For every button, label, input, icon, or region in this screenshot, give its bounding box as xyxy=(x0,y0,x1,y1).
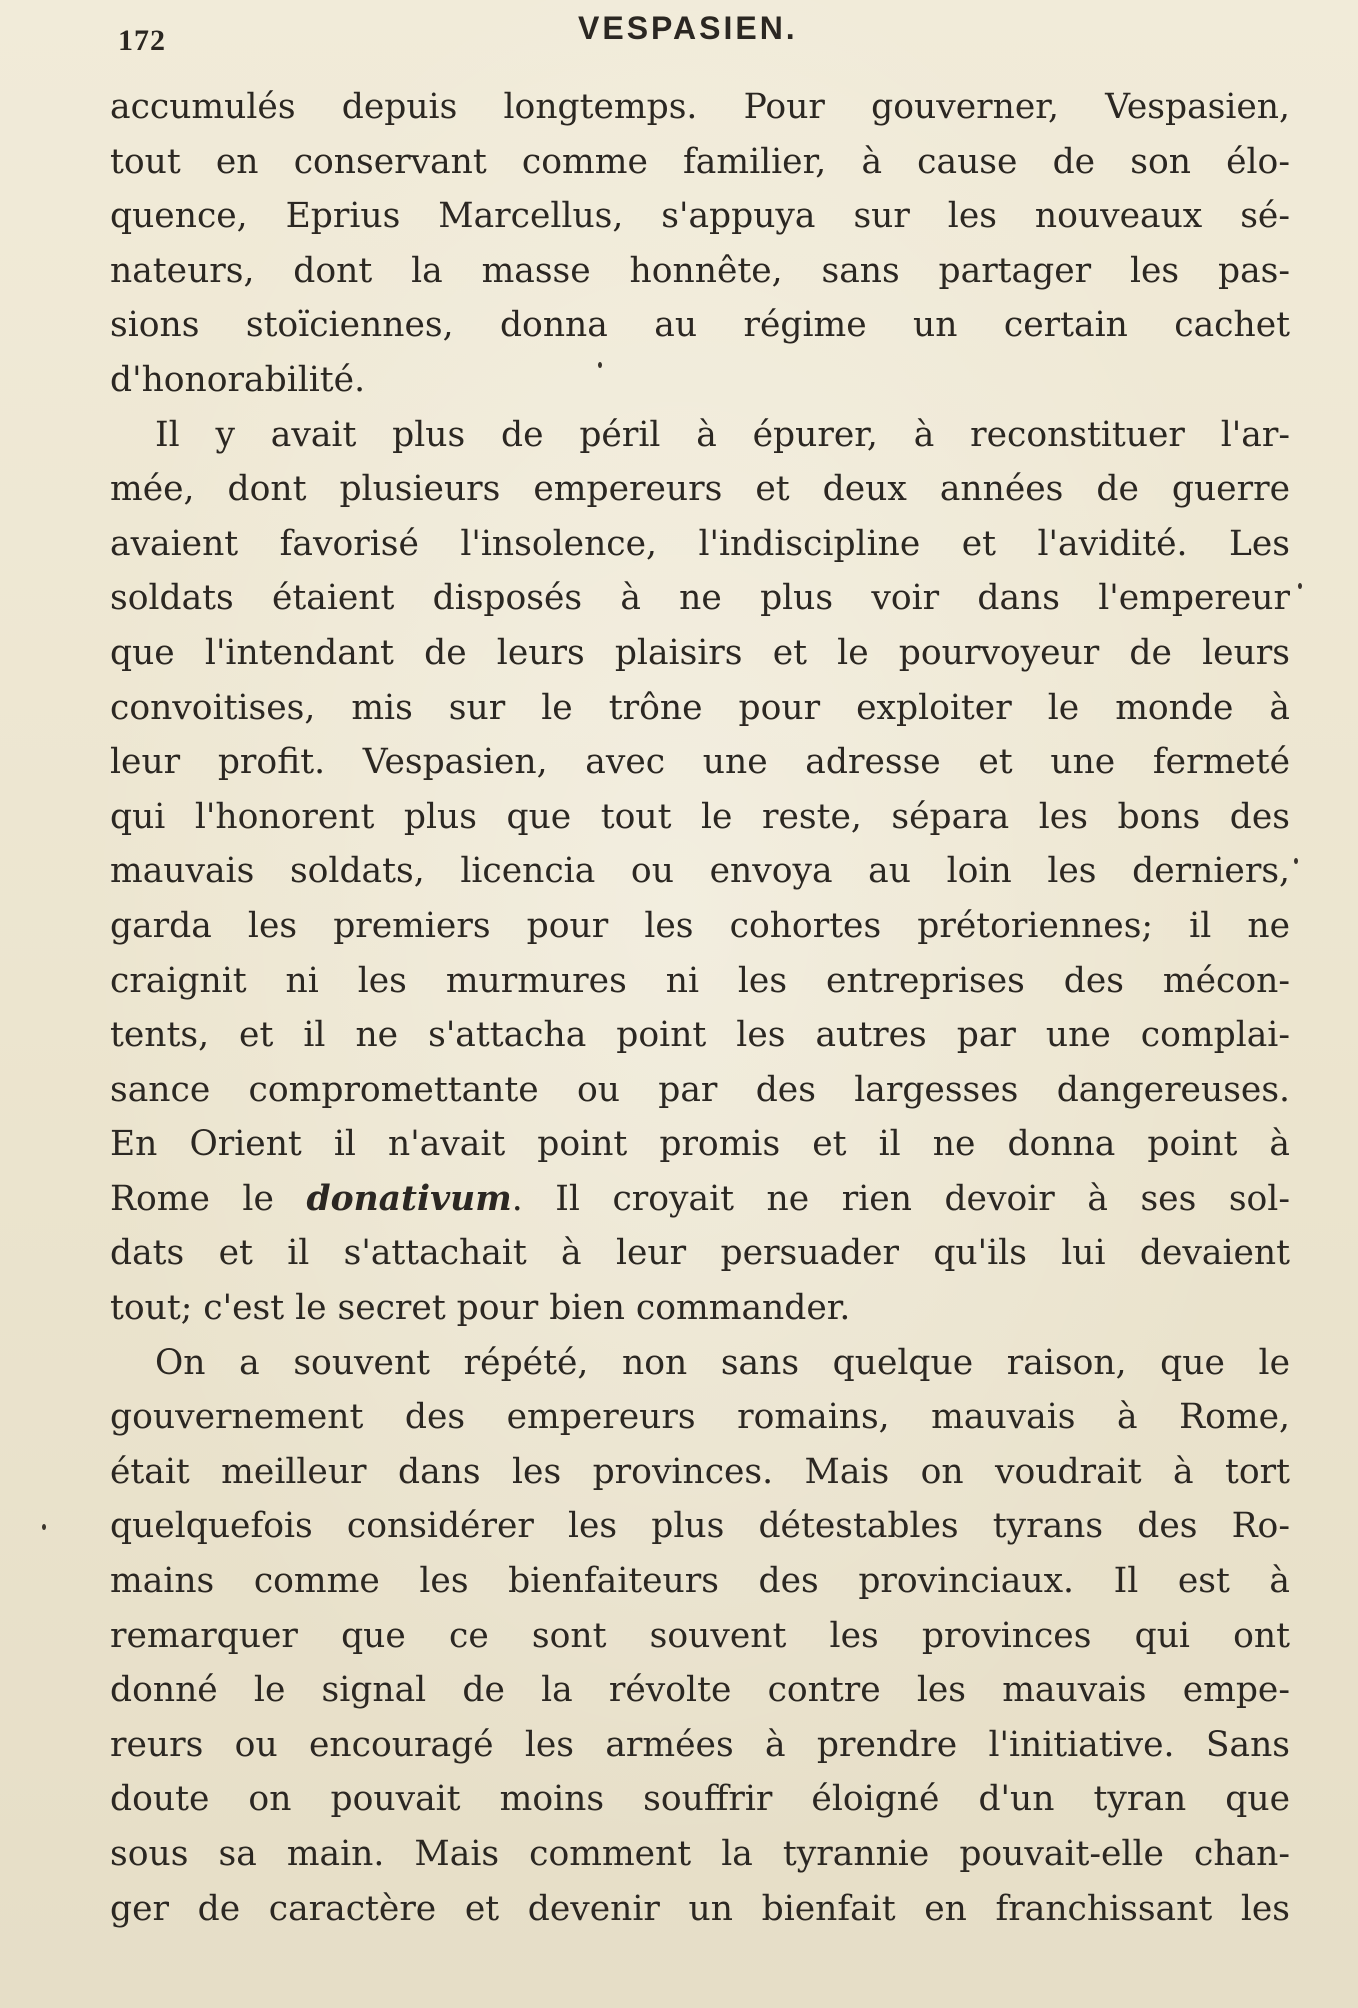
text-line: ger de caractère et devenir un bienfait en franchissant les xyxy=(110,1888,1290,1929)
ink-speck xyxy=(42,1524,46,1530)
ink-speck xyxy=(1294,858,1298,864)
text-segment: Rome le xyxy=(110,1178,307,1219)
text-line: On a souvent répété, non sans quelque raison, que le xyxy=(155,1342,1290,1383)
text-line: gouvernement des empereurs romains, mauvais à Rome, xyxy=(110,1397,1290,1438)
text-line: garda les premiers pour les cohortes prétoriennes; il ne xyxy=(110,905,1290,946)
text-line: accumulés depuis longtemps. Pour gouverner, Vespasien, xyxy=(110,87,1290,127)
text-line: donné le signal de la révolte contre les mauvais empe- xyxy=(110,1670,1290,1711)
text-segment: . Il croyait ne rien devoir à ses sol- xyxy=(511,1178,1290,1219)
text-line: soldats étaient disposés à ne plus voir dans l'empereur xyxy=(110,578,1290,619)
text-line: d'honorabilité. xyxy=(110,359,366,400)
page-title: VESPASIEN. xyxy=(578,10,798,46)
text-line: mée, dont plusieurs empereurs et deux années de guerre xyxy=(110,469,1290,510)
text-line: Il y avait plus de péril à épurer, à reconstituer l'ar- xyxy=(155,414,1290,455)
text-line: En Orient il n'avait point promis et il ne donna point à xyxy=(110,1124,1290,1165)
text-line: reurs ou encouragé les armées à prendre l'initiative. Sans xyxy=(110,1724,1290,1765)
text-line: dats et il s'attachait à leur persuader qu'ils lui devaient xyxy=(110,1233,1290,1274)
text-line: avaient favorisé l'insolence, l'indiscipline et l'avidité. Les xyxy=(110,523,1290,564)
ink-speck xyxy=(1298,583,1302,589)
text-line: quence, Eprius Marcellus, s'appuya sur les nouveaux sé- xyxy=(110,196,1290,237)
text-line: mauvais soldats, licencia ou envoya au loin les derniers, xyxy=(110,851,1290,892)
text-line: leur profit. Vespasien, avec une adresse et une fermeté xyxy=(110,742,1290,783)
text-line: tents, et il ne s'attacha point les autres par une complai- xyxy=(110,1015,1290,1056)
body-text xyxy=(110,80,1290,1936)
page-number: 172 xyxy=(118,24,166,57)
text-line: tout; c'est le secret pour bien commander. xyxy=(110,1288,851,1329)
text-line: convoitises, mis sur le trône pour exploiter le monde à xyxy=(110,687,1290,728)
text-line: était meilleur dans les provinces. Mais on voudrait à tort xyxy=(110,1451,1290,1492)
text-line: que l'intendant de leurs plaisirs et le pourvoyeur de leurs xyxy=(110,632,1290,673)
ink-speck xyxy=(598,362,602,368)
text-line: sance compromettante ou par des largesses dangereuses. xyxy=(110,1069,1290,1110)
running-head xyxy=(118,10,1288,70)
text-line: qui l'honorent plus que tout le reste, sépara les bons des xyxy=(110,796,1290,837)
text-line: mains comme les bienfaiteurs des provinciaux. Il est à xyxy=(110,1561,1290,1602)
text-line: sous sa main. Mais comment la tyrannie pouvait-elle chan- xyxy=(110,1834,1290,1874)
text-line: craignit ni les murmures ni les entreprises des mécon- xyxy=(110,960,1290,1001)
text-line: nateurs, dont la masse honnête, sans partager les pas- xyxy=(110,250,1290,291)
italic-term: donativum xyxy=(306,1178,512,1219)
text-line: doute on pouvait moins souffrir éloigné d'un tyran que xyxy=(110,1779,1290,1820)
text-line: tout en conservant comme familier, à cause de son élo- xyxy=(110,141,1290,182)
text-line xyxy=(110,1172,1290,1227)
text-line: quelquefois considérer les plus détestables tyrans des Ro- xyxy=(110,1506,1290,1547)
text-line: sions stoïciennes, donna au régime un certain cachet xyxy=(110,305,1290,346)
text-line: remarquer que ce sont souvent les provinces qui ont xyxy=(110,1615,1290,1656)
